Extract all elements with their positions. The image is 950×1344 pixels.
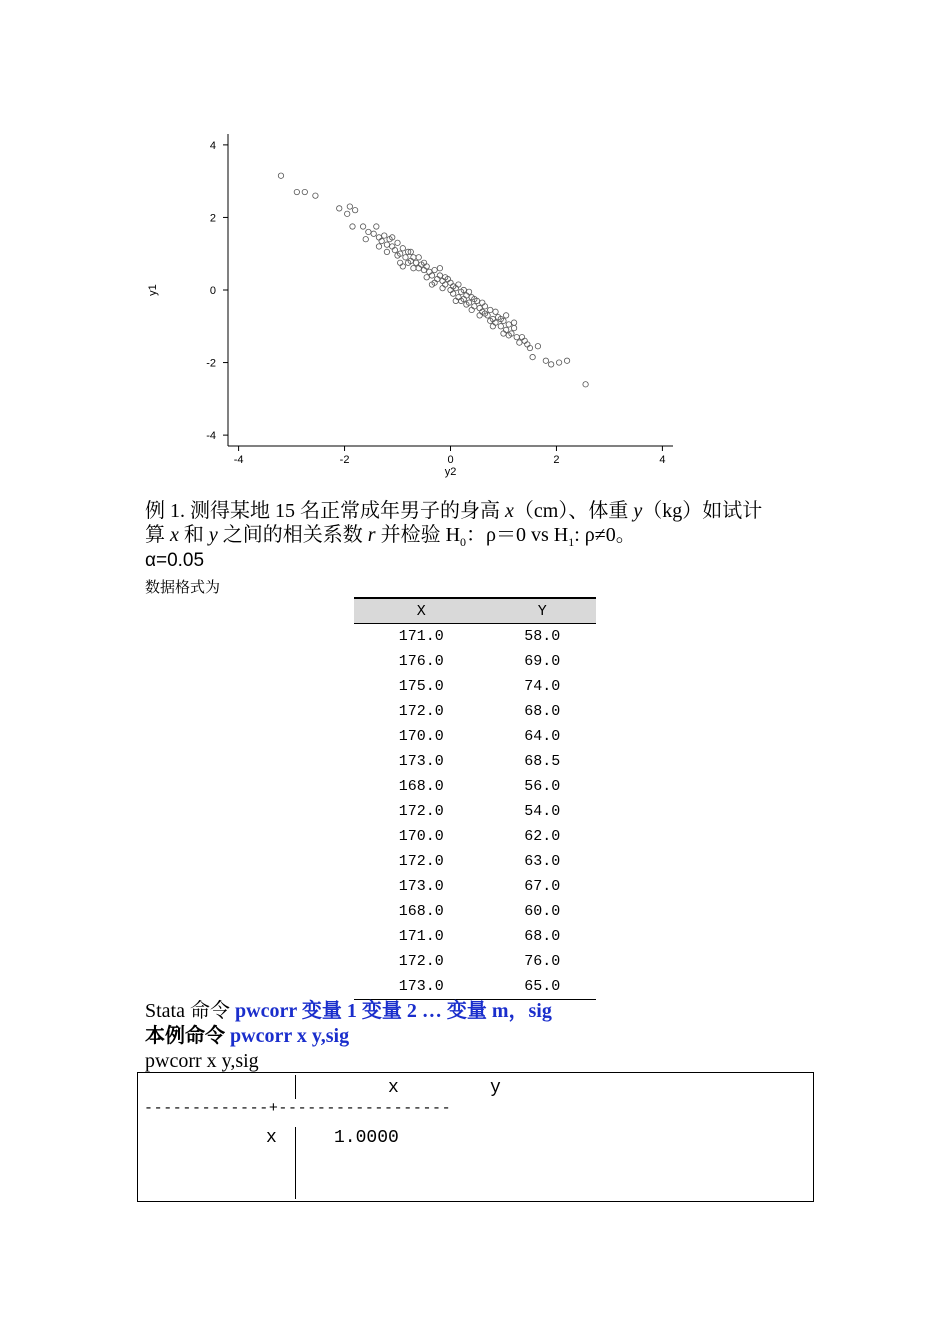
data-point <box>522 338 527 343</box>
cell-x: 172.0 <box>398 853 444 870</box>
data-point <box>427 269 432 274</box>
data-point <box>384 249 389 254</box>
cell-x: 175.0 <box>398 678 444 695</box>
data-point <box>384 242 389 247</box>
data-point <box>395 240 400 245</box>
data-point <box>416 266 421 271</box>
data-point <box>480 300 485 305</box>
data-point <box>313 193 318 198</box>
cell-y: 74.0 <box>524 678 561 695</box>
cell-x: 172.0 <box>398 703 444 720</box>
cell-y: 69.0 <box>524 653 561 670</box>
data-point <box>493 320 498 325</box>
data-point <box>278 173 283 178</box>
cell-y: 62.0 <box>524 828 561 845</box>
data-point <box>366 229 371 234</box>
data-point <box>360 224 365 229</box>
table-row <box>354 724 596 749</box>
data-point <box>424 264 429 269</box>
data-point <box>490 324 495 329</box>
table-row <box>354 774 596 799</box>
data-point <box>352 207 357 212</box>
data-point <box>482 304 487 309</box>
scatter-plot <box>140 128 680 478</box>
cell-y: 60.0 <box>524 903 561 920</box>
cell-x: 173.0 <box>398 878 444 895</box>
data-point <box>350 224 355 229</box>
data-point <box>440 285 445 290</box>
table-row <box>354 874 596 899</box>
cell-x: 170.0 <box>398 828 444 845</box>
data-point <box>382 233 387 238</box>
y-tick-label: 4 <box>209 139 216 152</box>
data-point <box>371 231 376 236</box>
data-point <box>488 307 493 312</box>
cell-x: 173.0 <box>354 974 488 1000</box>
table-row <box>354 749 596 774</box>
stata-command-line: Stata 命令 pwcorr 变量 1 变量 2 … 变量 m，sig <box>145 1000 552 1022</box>
data-point <box>514 334 519 339</box>
data-point <box>411 266 416 271</box>
data-point <box>548 362 553 367</box>
output-separator: -------------+------------------ <box>144 1100 452 1117</box>
x-tick-label: -4 <box>233 454 244 466</box>
data-point <box>503 313 508 318</box>
y-tick-label: 0 <box>209 285 216 297</box>
table-row <box>354 624 596 650</box>
cell-y: 68.5 <box>524 753 561 770</box>
cell-x: 173.0 <box>398 753 444 770</box>
data-point <box>506 322 511 327</box>
data-table <box>354 597 596 1000</box>
stata-output-box <box>137 1072 814 1202</box>
data-point <box>413 260 418 265</box>
stata-syntax: pwcorr 变量 1 变量 2 … 变量 m，sig <box>235 1000 552 1022</box>
data-point <box>390 244 395 249</box>
data-point <box>543 358 548 363</box>
x-axis-label: y2 <box>444 466 457 478</box>
cell-x: 171.0 <box>398 628 444 645</box>
data-point <box>448 287 453 292</box>
data-point <box>511 325 516 330</box>
data-point <box>525 342 530 347</box>
data-point <box>344 211 349 216</box>
data-point <box>397 260 402 265</box>
table-row <box>354 899 596 924</box>
data-point <box>498 324 503 329</box>
data-point <box>294 189 299 194</box>
data-point <box>379 238 384 243</box>
data-point <box>511 320 516 325</box>
data-point <box>448 280 453 285</box>
data-point <box>429 273 434 278</box>
data-point <box>443 282 448 287</box>
data-point <box>424 275 429 280</box>
data-point <box>302 189 307 194</box>
output-divider <box>295 1075 296 1099</box>
table-header-row <box>354 598 596 624</box>
table-row <box>354 924 596 949</box>
example-syntax: pwcorr x y,sig <box>230 1025 350 1047</box>
cell-x: 172.0 <box>398 803 444 820</box>
table-row <box>354 649 596 674</box>
data-point <box>501 331 506 336</box>
table-row <box>354 674 596 699</box>
table-row <box>354 699 596 724</box>
data-point <box>583 382 588 387</box>
data-point <box>376 235 381 240</box>
data-point <box>450 291 455 296</box>
data-point <box>421 267 426 272</box>
y-tick-label: -4 <box>206 430 216 443</box>
example-command-line: 本例命令 pwcorr x y,sig <box>145 1025 350 1047</box>
data-point <box>440 278 445 283</box>
data-point <box>363 237 368 242</box>
data-point <box>472 304 477 309</box>
data-point <box>464 293 469 298</box>
data-point <box>403 255 408 260</box>
plot-area <box>147 134 673 478</box>
output-divider-lower <box>295 1127 296 1199</box>
cell-x: 176.0 <box>398 653 444 670</box>
data-point <box>400 246 405 251</box>
column-header-x: X <box>354 598 488 624</box>
y-tick-label: -2 <box>206 357 216 370</box>
table-row <box>354 949 596 974</box>
data-point <box>392 247 397 252</box>
data-point <box>517 340 522 345</box>
plain-command: pwcorr x y,sig <box>145 1050 259 1072</box>
example-line-2: 算 x 和 y 之间的相关系数 r 并检验 $H_0$：ρ＝0 vs $H_1$: ρ≠0。 <box>145 524 636 549</box>
data-point <box>411 255 416 260</box>
cell-y: 64.0 <box>524 728 561 745</box>
output-row-label: x <box>266 1128 277 1148</box>
output-row-value: 1.0000 <box>334 1128 399 1148</box>
data-point <box>530 354 535 359</box>
alpha-level: α=0.05 <box>145 550 205 571</box>
y-tick-label: 2 <box>209 212 216 225</box>
cell-y: 67.0 <box>524 878 561 895</box>
data-point <box>416 255 421 260</box>
data-point <box>535 344 540 349</box>
column-header-y: Y <box>488 598 596 624</box>
data-point <box>456 295 461 300</box>
data-point <box>527 345 532 350</box>
data-point <box>469 307 474 312</box>
table-row <box>354 824 596 849</box>
output-col-x: x <box>388 1078 399 1098</box>
x-tick-label: -2 <box>339 454 350 466</box>
data-point <box>503 327 508 332</box>
data-point <box>437 273 442 278</box>
data-point <box>466 289 471 294</box>
data-format-label: 数据格式为 <box>145 580 221 596</box>
table-row <box>354 974 596 1000</box>
data-point <box>519 334 524 339</box>
data-point <box>437 266 442 271</box>
data-point <box>477 305 482 310</box>
example-line-1: 例 1. 测得某地 15 名正常成年男子的身高 x（cm）、体重 y（kg）如试计 <box>145 500 763 522</box>
y-axis-label: y1 <box>147 284 159 296</box>
data-point <box>477 313 482 318</box>
cell-y: 54.0 <box>524 803 561 820</box>
cell-y: 63.0 <box>524 853 561 870</box>
table-row <box>354 849 596 874</box>
data-point <box>400 264 405 269</box>
data-point <box>432 267 437 272</box>
x-tick-label: 2 <box>553 454 560 466</box>
data-point <box>453 298 458 303</box>
cell-y: 76.0 <box>524 953 561 970</box>
x-tick-label: 0 <box>447 454 454 466</box>
cell-y: 68.0 <box>524 703 561 720</box>
cell-x: 172.0 <box>398 953 444 970</box>
cell-y: 65.0 <box>488 974 596 1000</box>
cell-x: 170.0 <box>398 728 444 745</box>
data-point <box>347 204 352 209</box>
data-point <box>435 276 440 281</box>
cell-x: 171.0 <box>398 928 444 945</box>
cell-y: 68.0 <box>524 928 561 945</box>
data-point <box>564 358 569 363</box>
cell-x: 168.0 <box>398 903 444 920</box>
table-row <box>354 799 596 824</box>
data-point <box>456 282 461 287</box>
x-tick-label: 4 <box>659 454 666 466</box>
data-point <box>376 244 381 249</box>
cell-x: 168.0 <box>398 778 444 795</box>
cell-y: 58.0 <box>524 628 561 645</box>
data-point <box>374 224 379 229</box>
cell-y: 56.0 <box>524 778 561 795</box>
data-point <box>493 309 498 314</box>
output-col-y: y <box>490 1078 501 1098</box>
data-point <box>337 206 342 211</box>
data-point <box>556 360 561 365</box>
